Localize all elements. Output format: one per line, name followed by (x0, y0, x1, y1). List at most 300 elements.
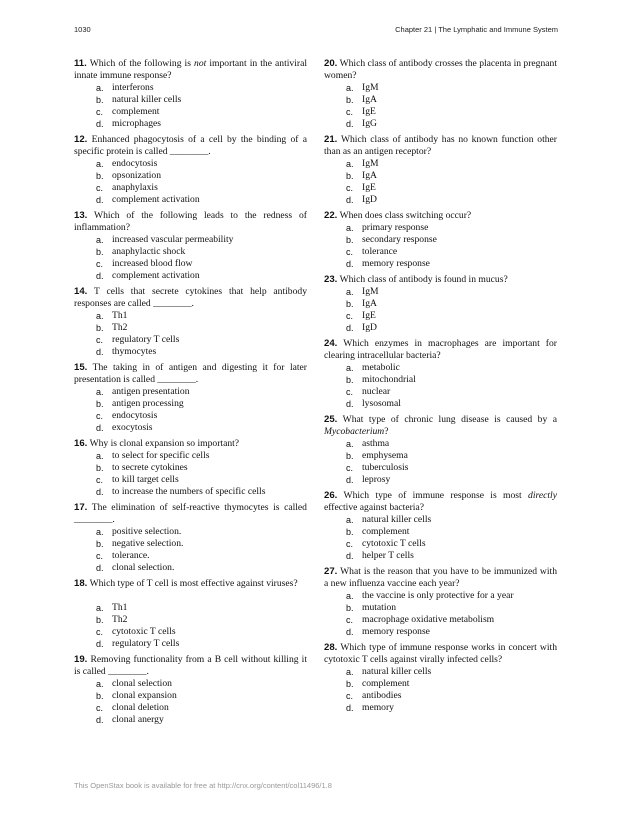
answer-option (74, 194, 307, 206)
question-number: 19. (74, 654, 88, 665)
option-text: endocytosis (112, 410, 158, 421)
answer-option (74, 106, 307, 118)
option-letter: c. (346, 539, 354, 549)
question-stem: Enhanced phagocytosis of a cell by the binding of a specific protein is called ________. (74, 134, 307, 157)
option-text: opsonization (112, 170, 162, 181)
option-letter: a. (346, 223, 354, 233)
option-text: tolerance. (112, 550, 150, 561)
answer-option (74, 82, 307, 94)
answer-option (74, 602, 307, 614)
answer-option (74, 678, 307, 690)
question-stem-end: effective against bacteria? (324, 502, 424, 513)
answer-option (74, 386, 307, 398)
option-letter: c. (96, 703, 104, 713)
answer-option (324, 450, 557, 462)
option-text: IgE (362, 310, 376, 321)
question-number: 23. (324, 274, 338, 285)
answer-option (74, 614, 307, 626)
option-text: memory response (362, 626, 430, 637)
question-number: 24. (324, 338, 338, 349)
answer-option (324, 362, 557, 374)
option-text: IgG (362, 118, 377, 129)
option-text: asthma (362, 438, 390, 449)
answer-option (74, 234, 307, 246)
answer-option (324, 234, 557, 246)
option-text: IgD (362, 194, 377, 205)
option-letter: c. (96, 107, 104, 117)
question-stem: Which class of antibody crosses the placenta in pregnant women? (324, 58, 557, 81)
option-text: complement (362, 526, 410, 537)
answer-option (324, 158, 557, 170)
option-letter: c. (346, 311, 354, 321)
option-letter: c. (346, 183, 354, 193)
answer-option (74, 334, 307, 346)
option-text: regulatory T cells (112, 334, 180, 345)
question-text (324, 642, 557, 666)
option-letter: c. (96, 259, 104, 269)
question (74, 58, 307, 130)
option-letter: b. (346, 299, 354, 309)
option-letter: d. (96, 715, 104, 725)
option-text: clonal deletion (112, 702, 169, 713)
question-number: 20. (324, 58, 338, 69)
question-stem: T cells that secrete cytokines that help antibody responses are called ________. (74, 286, 307, 309)
question-text (74, 134, 307, 158)
option-text: Th2 (112, 322, 128, 333)
option-letter: b. (346, 171, 354, 181)
answer-option (324, 526, 557, 538)
question-stem: The taking in of antigen and digesting it for later presentation is called ________. (74, 362, 307, 385)
question-emphasis: directly (528, 490, 557, 501)
option-letter: b. (346, 603, 354, 613)
option-letter: b. (346, 95, 354, 105)
option-letter: b. (96, 247, 104, 257)
question-stem: Why is clonal expansion so important? (89, 438, 240, 449)
answer-option (324, 550, 557, 562)
answer-option (74, 270, 307, 282)
question-stem: Removing functionality from a B cell without killing it is called ________. (74, 654, 307, 677)
option-text: leprosy (362, 474, 391, 485)
option-text: positive selection. (112, 526, 182, 537)
question (74, 438, 307, 498)
question-text (74, 578, 307, 590)
option-letter: d. (96, 119, 104, 129)
answer-option (324, 474, 557, 486)
option-letter: d. (96, 423, 104, 433)
question (324, 274, 557, 334)
answer-option (324, 194, 557, 206)
question (74, 286, 307, 358)
question-stem: What is the reason that you have to be immunized with a new influenza vaccine each year? (324, 566, 557, 589)
answer-option (74, 626, 307, 638)
question (324, 490, 557, 562)
option-letter: b. (96, 539, 104, 549)
option-letter: a. (96, 603, 104, 613)
answer-option (74, 702, 307, 714)
option-letter: c. (96, 411, 104, 421)
option-text: antibodies (362, 690, 402, 701)
option-text: tuberculosis (362, 462, 409, 473)
option-letter: c. (346, 691, 354, 701)
answer-option (74, 94, 307, 106)
answer-option (324, 462, 557, 474)
answer-option (74, 398, 307, 410)
question-stem: Which type of immune response works in concert with cytotoxic T cells against virally infected cells? (324, 642, 557, 665)
answer-option (74, 322, 307, 334)
option-text: antigen presentation (112, 386, 190, 397)
option-letter: a. (346, 83, 354, 93)
spacer (74, 590, 307, 602)
option-text: emphysema (362, 450, 408, 461)
answer-option (74, 526, 307, 538)
question (74, 362, 307, 434)
question (324, 58, 557, 130)
answer-option (324, 690, 557, 702)
option-text: IgM (362, 82, 379, 93)
answer-option (74, 158, 307, 170)
option-letter: c. (96, 551, 104, 561)
question-number: 13. (74, 210, 88, 221)
question (74, 654, 307, 726)
option-text: IgA (362, 94, 377, 105)
answer-option (324, 310, 557, 322)
option-letter: a. (96, 159, 104, 169)
question-number: 11. (74, 58, 87, 69)
option-text: the vaccine is only protective for a year (362, 590, 514, 601)
option-text: mitochondrial (362, 374, 416, 385)
option-letter: b. (96, 323, 104, 333)
question-text (324, 58, 557, 82)
answer-option (74, 258, 307, 270)
question-stem: What type of chronic lung disease is caused by a (342, 414, 557, 425)
option-text: cytotoxic T cells (112, 626, 176, 637)
question-stem: Which enzymes in macrophages are important for clearing intracellular bacteria? (324, 338, 557, 361)
question-number: 18. (74, 578, 88, 589)
question-stem: Which class of antibody is found in mucus? (339, 274, 508, 285)
question-stem: Which type of immune response is most (343, 490, 529, 501)
question-number: 15. (74, 362, 88, 373)
answer-option (324, 222, 557, 234)
question-text (74, 210, 307, 234)
question-text (74, 654, 307, 678)
question-text (74, 362, 307, 386)
question-stem: Which of the following is (89, 58, 195, 69)
answer-option (324, 702, 557, 714)
option-letter: d. (346, 259, 354, 269)
answer-option (324, 590, 557, 602)
option-letter: b. (346, 451, 354, 461)
option-letter: a. (96, 679, 104, 689)
option-letter: a. (346, 515, 354, 525)
question-number: 12. (74, 134, 88, 145)
option-text: memory response (362, 258, 430, 269)
option-letter: d. (346, 627, 354, 637)
question-text (74, 438, 307, 450)
option-letter: a. (346, 159, 354, 169)
question-text (324, 338, 557, 362)
option-letter: b. (346, 527, 354, 537)
option-letter: d. (346, 399, 354, 409)
answer-option (324, 182, 557, 194)
option-letter: d. (96, 639, 104, 649)
option-text: clonal expansion (112, 690, 177, 701)
option-text: negative selection. (112, 538, 184, 549)
option-text: IgA (362, 298, 377, 309)
question (324, 642, 557, 714)
answer-option (74, 474, 307, 486)
answer-option (324, 286, 557, 298)
answer-option (74, 410, 307, 422)
question-text (74, 286, 307, 310)
answer-option (74, 422, 307, 434)
option-text: clonal anergy (112, 714, 164, 725)
option-text: IgM (362, 286, 379, 297)
option-text: IgE (362, 182, 376, 193)
option-letter: a. (346, 287, 354, 297)
option-text: Th1 (112, 310, 128, 321)
question (324, 414, 557, 486)
option-letter: a. (346, 439, 354, 449)
answer-option (324, 678, 557, 690)
option-text: regulatory T cells (112, 638, 180, 649)
option-letter: a. (96, 451, 104, 461)
option-letter: c. (346, 107, 354, 117)
option-letter: b. (96, 463, 104, 473)
question-number: 16. (74, 438, 88, 449)
answer-option (324, 106, 557, 118)
option-text: nuclear (362, 386, 391, 397)
option-letter: c. (96, 475, 104, 485)
question-number: 25. (324, 414, 338, 425)
question-text (324, 566, 557, 590)
answer-option (74, 638, 307, 650)
question (324, 134, 557, 206)
option-text: mutation (362, 602, 397, 613)
option-text: exocytosis (112, 422, 153, 433)
answer-option (324, 118, 557, 130)
option-text: anaphylactic shock (112, 246, 186, 257)
option-text: Th2 (112, 614, 128, 625)
option-letter: b. (346, 235, 354, 245)
question-text (74, 502, 307, 526)
answer-option (324, 82, 557, 94)
option-letter: b. (96, 615, 104, 625)
answer-option (324, 246, 557, 258)
question-number: 14. (74, 286, 88, 297)
option-letter: a. (96, 387, 104, 397)
option-letter: b. (346, 679, 354, 689)
option-letter: b. (346, 375, 354, 385)
question (324, 338, 557, 410)
answer-option (324, 614, 557, 626)
option-text: to secrete cytokines (112, 462, 188, 473)
option-letter: c. (346, 387, 354, 397)
question-stem-end: important in the antiviral innate immune response? (74, 58, 307, 81)
option-letter: b. (96, 399, 104, 409)
answer-option (324, 626, 557, 638)
answer-option (324, 602, 557, 614)
option-text: natural killer cells (112, 94, 182, 105)
option-text: to increase the numbers of specific cells (112, 486, 266, 497)
option-letter: d. (96, 487, 104, 497)
option-text: IgE (362, 106, 376, 117)
question-stem: The elimination of self-reactive thymocytes is called ________. (74, 502, 307, 525)
question-number: 27. (324, 566, 338, 577)
question (324, 566, 557, 638)
option-text: microphages (112, 118, 162, 129)
option-letter: c. (96, 183, 104, 193)
question-stem: When does class switching occur? (339, 210, 472, 221)
answer-option (74, 486, 307, 498)
question-emphasis: not (194, 58, 207, 69)
option-text: memory (362, 702, 394, 713)
option-text: to kill target cells (112, 474, 179, 485)
option-letter: d. (346, 703, 354, 713)
option-text: antigen processing (112, 398, 184, 409)
question-number: 22. (324, 210, 338, 221)
option-letter: d. (96, 563, 104, 573)
answer-option (324, 538, 557, 550)
answer-option (324, 298, 557, 310)
option-text: interferons (112, 82, 154, 93)
answer-option (74, 690, 307, 702)
answer-option (74, 170, 307, 182)
question-number: 17. (74, 502, 88, 513)
option-letter: a. (96, 235, 104, 245)
answer-option (74, 462, 307, 474)
option-text: endocytosis (112, 158, 158, 169)
option-letter: c. (346, 247, 354, 257)
footer-note: This OpenStax book is available for free at http://cnx.org/content/col11496/1.8 (74, 781, 332, 790)
question-emphasis: Mycobacterium (324, 426, 385, 437)
page-number: 1030 (74, 25, 91, 34)
option-letter: c. (96, 627, 104, 637)
option-text: IgD (362, 322, 377, 333)
option-letter: b. (96, 691, 104, 701)
option-text: thymocytes (112, 346, 157, 357)
option-text: macrophage oxidative metabolism (362, 614, 495, 625)
answer-option (74, 346, 307, 358)
chapter-title: Chapter 21 | The Lymphatic and Immune System (395, 25, 558, 34)
option-letter: a. (96, 83, 104, 93)
answer-option (324, 258, 557, 270)
answer-option (324, 374, 557, 386)
option-letter: a. (346, 363, 354, 373)
answer-option (324, 386, 557, 398)
option-text: Th1 (112, 602, 128, 613)
question (74, 578, 307, 650)
option-letter: d. (346, 551, 354, 561)
option-letter: a. (96, 311, 104, 321)
option-letter: a. (346, 591, 354, 601)
answer-option (324, 170, 557, 182)
option-text: IgA (362, 170, 377, 181)
option-letter: d. (346, 119, 354, 129)
option-letter: d. (96, 271, 104, 281)
question (74, 210, 307, 282)
answer-option (324, 322, 557, 334)
answer-option (324, 514, 557, 526)
answer-option (324, 666, 557, 678)
answer-option (74, 450, 307, 462)
option-letter: d. (346, 475, 354, 485)
answer-option (74, 310, 307, 322)
question (74, 134, 307, 206)
question-stem-end: ? (384, 426, 389, 437)
option-text: complement activation (112, 270, 200, 281)
option-text: tolerance (362, 246, 398, 257)
option-text: lysosomal (362, 398, 401, 409)
question-text (324, 210, 557, 222)
answer-option (324, 438, 557, 450)
question-number: 28. (324, 642, 338, 653)
answer-option (324, 398, 557, 410)
option-text: cytotoxic T cells (362, 538, 426, 549)
option-text: IgM (362, 158, 379, 169)
option-text: anaphylaxis (112, 182, 158, 193)
option-letter: a. (96, 527, 104, 537)
option-letter: d. (346, 195, 354, 205)
option-text: natural killer cells (362, 666, 432, 677)
question-stem: Which class of antibody has no known function other than as an antigen receptor? (324, 134, 557, 157)
question (74, 502, 307, 574)
option-text: to select for specific cells (112, 450, 210, 461)
left-column (74, 58, 307, 730)
answer-option (324, 94, 557, 106)
option-text: increased vascular permeability (112, 234, 234, 245)
question-stem: Which of the following leads to the redness of inflammation? (74, 210, 307, 233)
option-text: primary response (362, 222, 429, 233)
answer-option (74, 714, 307, 726)
question-text (324, 414, 557, 438)
option-text: increased blood flow (112, 258, 193, 269)
answer-option (74, 118, 307, 130)
answer-option (74, 182, 307, 194)
option-text: helper T cells (362, 550, 414, 561)
option-text: complement activation (112, 194, 200, 205)
question-text (324, 134, 557, 158)
option-text: complement (112, 106, 160, 117)
answer-option (74, 562, 307, 574)
question (324, 210, 557, 270)
answer-option (74, 246, 307, 258)
option-text: clonal selection. (112, 562, 175, 573)
option-letter: c. (96, 335, 104, 345)
option-text: complement (362, 678, 410, 689)
question-stem: Which type of T cell is most effective against viruses? (89, 578, 298, 589)
question-text (324, 490, 557, 514)
question-number: 21. (324, 134, 338, 145)
answer-option (74, 550, 307, 562)
answer-option (74, 538, 307, 550)
option-text: metabolic (362, 362, 400, 373)
question-text (74, 58, 307, 82)
right-column (324, 58, 557, 718)
option-letter: b. (96, 171, 104, 181)
question-number: 26. (324, 490, 338, 501)
option-letter: d. (96, 195, 104, 205)
option-letter: d. (96, 347, 104, 357)
option-text: secondary response (362, 234, 437, 245)
option-letter: b. (96, 95, 104, 105)
option-letter: a. (346, 667, 354, 677)
option-text: clonal selection (112, 678, 172, 689)
option-text: natural killer cells (362, 514, 432, 525)
option-letter: d. (346, 323, 354, 333)
option-letter: c. (346, 463, 354, 473)
option-letter: c. (346, 615, 354, 625)
question-text (324, 274, 557, 286)
